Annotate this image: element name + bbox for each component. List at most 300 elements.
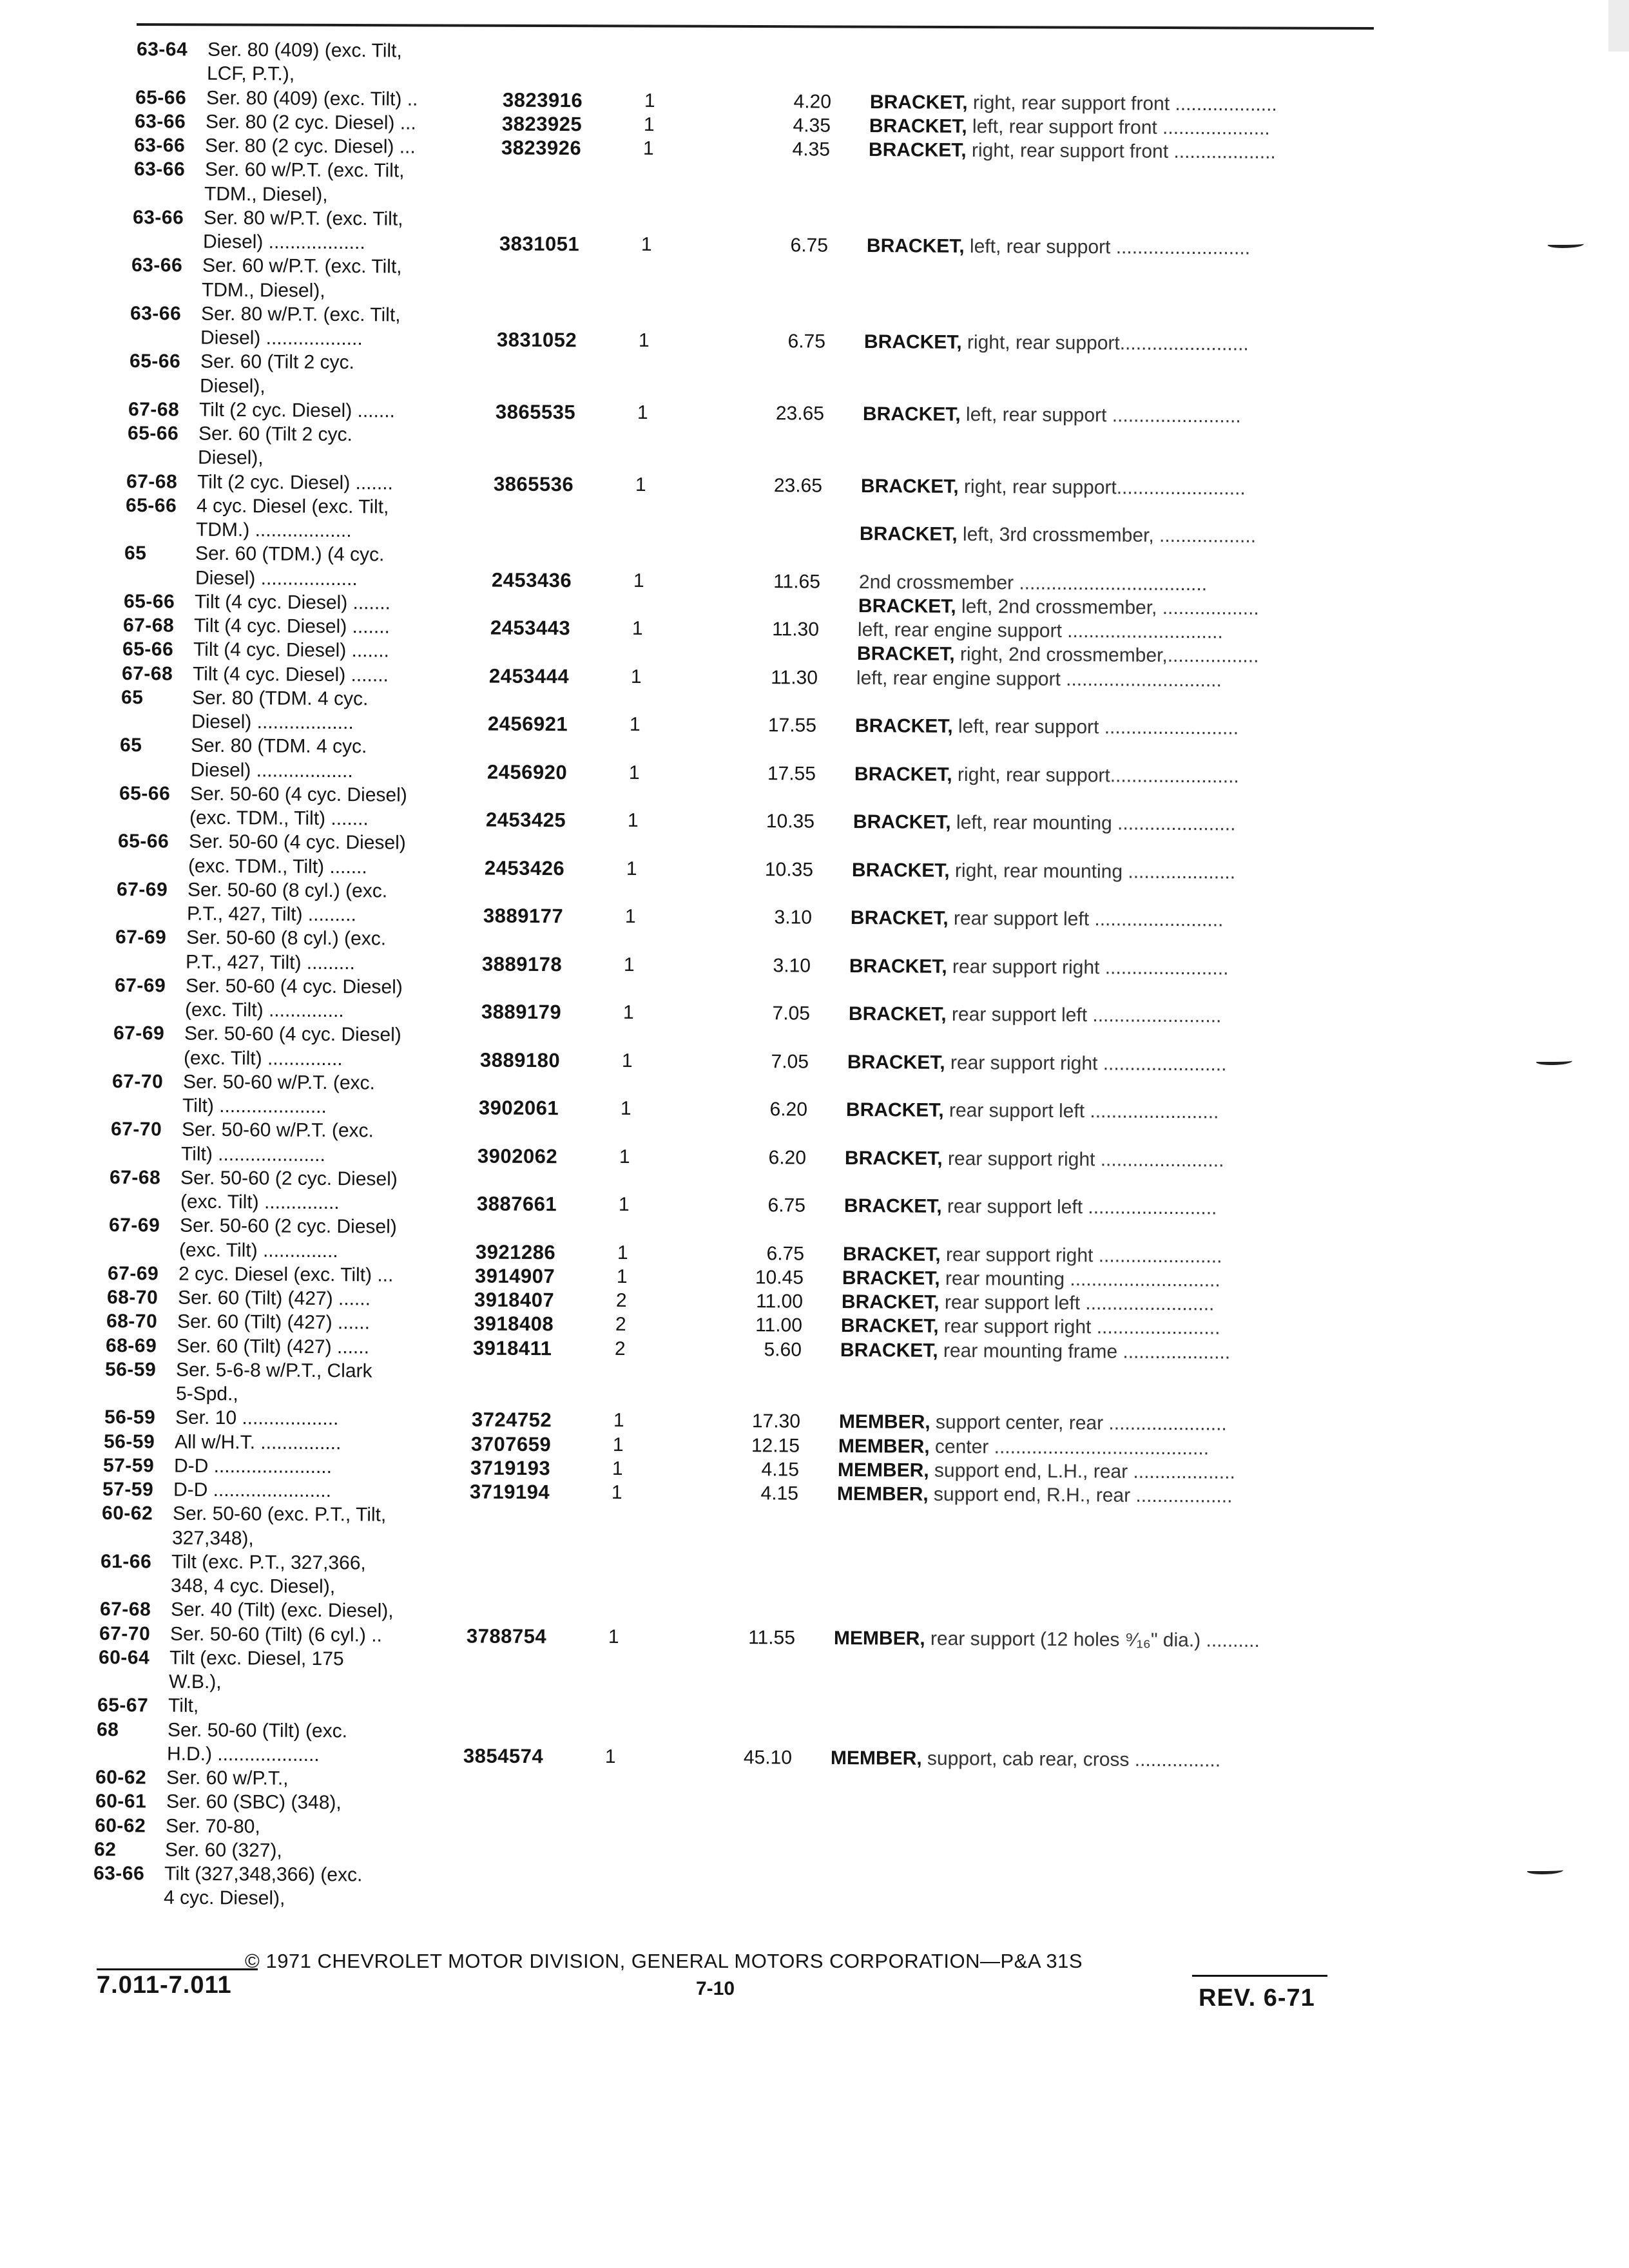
part-description [842,1266,1220,1293]
list-price [744,521,821,522]
model-years: 68-69 [106,1334,157,1356]
list-price: 23.65 [773,474,823,497]
list-price: 45.10 [744,1746,793,1769]
model-years: 67-69 [107,1262,159,1285]
list-price: 10.45 [755,1266,804,1289]
part-detail: rear support right ....................... [938,1316,1220,1339]
application-description: Ser. 50-60 (4 cyc. Diesel) [185,975,403,998]
model-years: 65-67 [97,1695,149,1716]
part-description [864,330,1249,356]
application-description: Ser. 60 w/P.T. (exc. Tilt, [202,255,402,278]
part-number: 3921286 [475,1240,556,1264]
quantity: 1 [630,713,641,735]
list-price [717,1649,795,1650]
quantity: 1 [613,1410,624,1432]
list-price [749,305,826,306]
model-years: 63-66 [130,302,182,325]
part-description [861,474,1246,500]
list-price: 12.15 [751,1434,800,1457]
application-description: (exc. Tilt) .............. [180,1191,340,1214]
model-years: 62 [93,1838,117,1860]
quantity: 1 [637,401,648,423]
application-description: Ser. 50-60 (2 cyc. Diesel) [179,1215,397,1238]
part-detail: support end, R.H., rear .................. [928,1483,1233,1507]
quantity: 1 [621,1050,633,1072]
list-price [755,65,832,66]
model-years: 67-69 [108,1215,160,1236]
part-detail: left, 2nd crossmember, .................. [956,595,1259,619]
list-price: 3.10 [773,954,811,977]
application-description: D-D ...................... [173,1479,332,1502]
part-description [842,1290,1215,1316]
application-description: 4 cyc. Diesel (exc. Tilt, [197,495,389,518]
application-description: Tilt) .................... [182,1095,327,1118]
quantity: 2 [615,1289,627,1311]
part-number: 3889177 [483,904,564,928]
list-price: 11.55 [747,1626,795,1649]
application-description: TDM., Diesel), [204,183,328,206]
part-detail: left, rear engine support ............................. [857,619,1223,643]
part-number: 3719194 [469,1480,550,1504]
part-name: BRACKET, [854,763,952,785]
list-price [715,1769,792,1770]
model-years: 67-68 [128,398,180,421]
list-price [735,881,813,882]
model-years: 67-70 [111,1119,162,1140]
part-number: 3918408 [474,1312,554,1336]
application-description: (exc. Tilt) .............. [184,999,344,1022]
application-description: (exc. Tilt) .............. [183,1047,343,1070]
part-name: MEMBER, [836,1483,929,1505]
part-description [847,1050,1227,1076]
part-number: 3887661 [476,1192,557,1216]
part-description [870,90,1277,116]
model-years: 65 [120,735,142,756]
part-description [869,114,1270,140]
model-years: 63-64 [136,39,188,61]
model-years: 65-66 [122,639,174,660]
model-years: 67-70 [99,1622,151,1644]
list-price: 11.00 [756,1291,804,1312]
part-description [869,138,1276,164]
list-price: 7.05 [771,1050,809,1073]
application-description: Ser. 10 .................. [175,1407,339,1430]
application-description: Ser. 50-60 (Tilt) (exc. [168,1719,348,1742]
list-price [742,593,820,594]
list-price [732,1025,809,1026]
list-price [753,161,830,162]
model-years: 56-59 [105,1358,157,1381]
list-price [713,1841,790,1842]
list-price [717,1673,794,1674]
list-price [728,1217,805,1218]
model-years: 61-66 [101,1550,152,1573]
quantity: 1 [617,1242,628,1264]
application-description: Ser. 50-60 (4 cyc. Diesel) [189,783,407,806]
part-detail: left, rear support ......................... [952,715,1239,739]
list-price [751,209,829,210]
model-years: 63-66 [132,206,184,229]
model-years: 60-64 [98,1646,150,1669]
model-years: 65-66 [123,590,175,613]
list-price: 5.60 [764,1338,802,1361]
application-description: (exc. TDM., Tilt) ....... [189,807,369,830]
part-detail: right, rear support........................ [961,331,1249,355]
list-price: 4.35 [792,139,831,160]
application-description: Ser. 50-60 (4 cyc. Diesel) [188,831,406,854]
model-years: 56-59 [104,1407,155,1428]
part-number: 2456921 [488,712,568,736]
quantity: 1 [643,137,655,159]
model-years: 67-69 [114,974,166,997]
part-detail: rear support left ........................ [946,1003,1222,1027]
part-detail: rear support right ....................... [947,956,1229,979]
part-name: BRACKET, [842,1243,941,1265]
part-name: BRACKET, [848,1003,947,1025]
part-description [831,1746,1220,1773]
model-years: 65-66 [129,351,180,372]
part-number: 3788754 [466,1624,546,1648]
quantity: 1 [625,905,636,927]
part-name: MEMBER, [838,1411,930,1434]
model-years: 68-70 [106,1287,159,1309]
list-price [740,689,817,690]
part-name: MEMBER, [831,1747,923,1769]
part-description [858,618,1223,644]
list-price: 6.75 [766,1242,804,1265]
part-number: 3889179 [481,1000,561,1024]
quantity: 1 [626,858,637,879]
copyright-line: © 1971 CHEVROLET MOTOR DIVISION, GENERAL MOTORS CORPORATION—P&A 31S [245,1950,1083,1972]
quantity: 1 [622,1001,634,1023]
application-description: Ser. 60 (Tilt) (427) ...... [177,1335,370,1358]
application-description: Ser. 80 (2 cyc. Diesel) ... [205,135,416,158]
model-years: 60-62 [102,1503,153,1524]
part-number: 3823926 [501,136,582,160]
part-description [837,1482,1233,1508]
part-description [843,1242,1222,1268]
part-number: 3823916 [503,88,583,111]
list-price [738,785,815,786]
model-years: 60-62 [95,1767,147,1789]
part-name: BRACKET, [846,1099,944,1121]
application-description: P.T., 427, Tilt) ......... [186,951,356,974]
list-price: 4.35 [793,114,831,137]
model-years: 67-69 [113,1023,165,1044]
list-price: 7.05 [772,1003,810,1024]
part-detail: 2nd crossmember ................................... [858,571,1207,595]
list-price [746,425,824,426]
part-name: BRACKET, [870,91,968,113]
list-price [729,1169,806,1170]
model-years: 65-66 [119,782,170,805]
part-number: 3902062 [477,1144,558,1168]
application-description: Tilt (4 cyc. Diesel) ....... [194,591,390,614]
application-description: Ser. 60 w/P.T., [166,1767,289,1789]
quantity: 1 [624,954,635,975]
part-detail: rear support right ....................... [942,1148,1224,1171]
list-price: 3.10 [774,907,813,928]
list-price [719,1553,796,1554]
part-detail: support center, rear ...................... [930,1412,1227,1435]
part-name: BRACKET, [845,1147,943,1169]
part-name: BRACKET, [842,1267,940,1289]
model-years: 67-68 [126,470,178,492]
list-price: 6.75 [767,1195,805,1216]
list-price: 6.20 [768,1146,807,1169]
part-detail: support, cab rear, cross ................ [921,1747,1221,1771]
application-description: Ser. 80 w/P.T. (exc. Tilt, [201,303,401,326]
list-price [750,257,827,258]
list-price [729,1121,807,1122]
part-name: BRACKET, [860,523,958,545]
quantity: 1 [612,1457,623,1479]
application-description: Ser. 60 (327), [164,1839,282,1861]
application-description: TDM., Diesel), [202,279,325,302]
part-description [855,714,1239,740]
application-description: Ser. 60 (TDM.) (4 cyc. [195,543,385,566]
application-description: Tilt (exc. P.T., 327,366, [171,1551,367,1574]
list-price: 11.30 [771,619,819,640]
part-detail: rear mounting frame .................... [938,1340,1231,1363]
application-description: Ser. 50-60 (exc. P.T., Tilt, [173,1503,387,1526]
list-price [744,545,821,546]
part-name: BRACKET, [841,1291,940,1313]
application-description: Diesel) .................. [202,231,365,254]
part-description [843,1194,1217,1220]
application-description: Diesel), [197,447,264,469]
quantity: 1 [635,474,646,495]
list-price [741,641,818,642]
list-price [712,1865,789,1866]
model-years: 67-69 [115,927,167,948]
part-number: 3854574 [463,1744,544,1767]
application-description: (exc. Tilt) .............. [178,1239,338,1262]
part-number: 3865535 [495,400,576,423]
model-years: 63-66 [134,135,186,157]
model-years: 57-59 [102,1454,155,1477]
part-description [860,522,1256,548]
part-name: BRACKET, [858,595,956,617]
quantity: 1 [621,1097,631,1119]
part-detail: rear support (12 holes ⁹⁄₁₆" dia.) .......... [925,1628,1260,1651]
list-price: 10.35 [764,858,814,881]
application-description: Tilt (exc. Diesel, 175 [169,1647,344,1670]
part-name: BRACKET, [862,403,961,425]
quantity: 1 [628,762,640,783]
list-price: 11.30 [771,666,818,689]
list-price [733,977,811,978]
part-detail: right, rear support front ................... [967,91,1278,115]
application-description: Tilt) .................... [181,1143,326,1166]
quantity: 1 [644,113,655,135]
part-description [849,1002,1222,1028]
part-detail: rear support left ........................ [939,1291,1215,1315]
model-years: 67-70 [111,1070,164,1093]
part-name: BRACKET, [843,1195,942,1217]
quantity: 1 [612,1434,624,1456]
part-number: 3918411 [473,1336,552,1360]
part-description [845,1146,1224,1172]
part-name: BRACKET, [840,1339,939,1361]
part-name: BRACKET, [869,115,968,137]
part-name: BRACKET, [855,715,954,737]
quantity: 1 [627,809,639,831]
part-detail: left, rear support ........................ [960,403,1241,427]
part-number: 3914907 [474,1264,555,1287]
model-years: 60-62 [94,1814,146,1836]
list-price: 17.55 [767,762,816,785]
part-name: MEMBER, [838,1435,930,1457]
application-description: Ser. 5-6-8 w/P.T., Clark [176,1359,373,1382]
part-name: BRACKET, [851,907,949,929]
model-years: 57-59 [102,1479,154,1501]
list-price [738,737,816,738]
part-name: BRACKET, [866,235,965,257]
application-description: Diesel) .................. [195,567,358,590]
part-name: MEMBER, [833,1627,925,1649]
part-detail: right, rear mounting .................... [949,860,1236,883]
footer-rule-right [1192,1975,1327,1977]
part-number: 3831052 [497,328,577,352]
list-price [724,1361,802,1362]
list-price: 17.55 [768,715,817,736]
list-price: 6.20 [769,1099,808,1120]
application-description: Ser. 50-60 w/P.T. (exc. [182,1119,374,1142]
application-description: Ser. 40 (Tilt) (exc. Diesel), [170,1599,394,1622]
list-price [724,1385,801,1386]
list-price [755,41,833,42]
application-description: Ser. 50-60 (Tilt) (6 cyl.) .. [169,1623,382,1646]
footer-rule-left [97,1968,258,1970]
quantity: 1 [630,666,642,687]
model-years: 65 [121,686,144,708]
application-description: TDM.) .................. [196,519,352,542]
model-years: 63-66 [93,1863,145,1885]
part-detail: rear support right ....................... [940,1244,1222,1267]
list-price: 4.15 [760,1483,799,1504]
list-price: 23.65 [775,402,824,425]
application-description: Tilt, [168,1695,199,1717]
part-detail: rear support left ........................ [943,1099,1219,1123]
part-description [852,858,1235,884]
part-name: BRACKET, [851,859,950,881]
model-years: 67-68 [122,615,175,637]
part-detail: right, rear support front ................... [967,139,1277,163]
part-number: 3823925 [502,112,583,135]
model-years: 65-66 [126,494,177,517]
part-description [838,1458,1235,1485]
part-detail: left, rear support ......................... [964,235,1251,259]
application-description: 2 cyc. Diesel (exc. Tilt) ... [178,1263,394,1286]
list-price [744,497,822,498]
part-detail: right, rear support........................ [952,764,1239,787]
quantity: 2 [615,1338,626,1360]
list-price: 6.75 [790,235,829,256]
part-detail: left, 3rd crossmember, .................. [957,523,1257,547]
quantity: 1 [633,570,644,591]
application-description: LCF, P.T.), [207,62,295,85]
part-name: BRACKET, [860,475,959,497]
part-description [846,1098,1219,1124]
part-description [834,1626,1260,1652]
part-name: BRACKET, [847,1051,945,1073]
part-description [867,234,1250,260]
part-number: 3918407 [474,1288,555,1312]
application-description: Tilt (2 cyc. Diesel) ....... [197,471,394,494]
model-years: 67-69 [116,878,168,901]
application-description: Ser. 80 w/P.T. (exc. Tilt, [203,207,403,230]
application-description: Ser. 60 (Tilt 2 cyc. [198,423,352,446]
list-price: 17.30 [751,1410,800,1432]
part-number: 3889180 [479,1048,561,1072]
application-description: Tilt (4 cyc. Diesel) ....... [193,639,389,662]
part-number: 3831051 [499,232,580,256]
application-description: Ser. 50-60 (8 cyl.) (exc. [186,927,387,950]
part-detail: center ........................................ [929,1436,1209,1459]
list-price [711,1889,789,1890]
application-description: D-D ...................... [173,1455,333,1477]
part-number: 2453436 [491,568,572,591]
application-description: Ser. 50-60 w/P.T. (exc. [182,1071,376,1094]
application-description: Tilt (4 cyc. Diesel) ....... [193,615,390,638]
part-description [857,642,1259,668]
application-description: Diesel) .................. [191,711,354,734]
application-description: Ser. 70-80, [165,1815,260,1838]
list-price: 10.35 [766,811,815,832]
application-description: Ser. 80 (409) (exc. Tilt) .. [206,87,418,110]
model-years: 68-70 [106,1311,158,1332]
part-description [849,954,1229,980]
part-detail: rear support right ....................... [945,1052,1227,1075]
part-description [856,666,1222,691]
application-description: Tilt (327,348,366) (exc. [164,1863,363,1886]
model-years: 56-59 [103,1430,155,1452]
part-name: BRACKET, [849,955,948,977]
application-description: Tilt (2 cyc. Diesel) ....... [198,399,395,422]
part-description [851,906,1224,932]
list-price: 11.00 [755,1314,803,1336]
list-price [734,929,811,930]
part-number: 2453425 [485,808,566,832]
application-description: Ser. 50-60 (4 cyc. Diesel) [184,1023,401,1046]
application-description: Diesel) .................. [200,327,363,350]
part-description [840,1338,1230,1364]
part-number: 3865536 [493,472,574,495]
part-name: MEMBER, [837,1459,929,1481]
application-description: P.T., 427, Tilt) ......... [187,903,357,926]
part-number: 3707659 [470,1432,552,1456]
model-years: 63-66 [131,255,183,276]
application-description: 327,348), [172,1527,255,1549]
application-description: 348, 4 cyc. Diesel), [171,1575,336,1598]
application-description: Ser. 80 (409) (exc. Tilt, [207,39,402,62]
model-years: 60-61 [95,1791,146,1812]
application-description: 4 cyc. Diesel), [163,1887,285,1910]
part-detail: support end, L.H., rear ................... [929,1459,1235,1483]
list-price [737,833,814,834]
part-name: BRACKET, [869,139,967,161]
model-years: 67-68 [121,662,173,684]
part-detail: rear support left ........................ [948,907,1224,931]
part-description [838,1434,1209,1460]
part-detail: left, rear mounting ...................... [950,811,1236,835]
model-years: 65-66 [127,423,179,445]
application-description: Ser. 60 (SBC) (348), [166,1791,342,1814]
list-price: 6.75 [787,331,826,352]
quantity: 1 [631,617,643,639]
quantity: 1 [644,90,655,111]
